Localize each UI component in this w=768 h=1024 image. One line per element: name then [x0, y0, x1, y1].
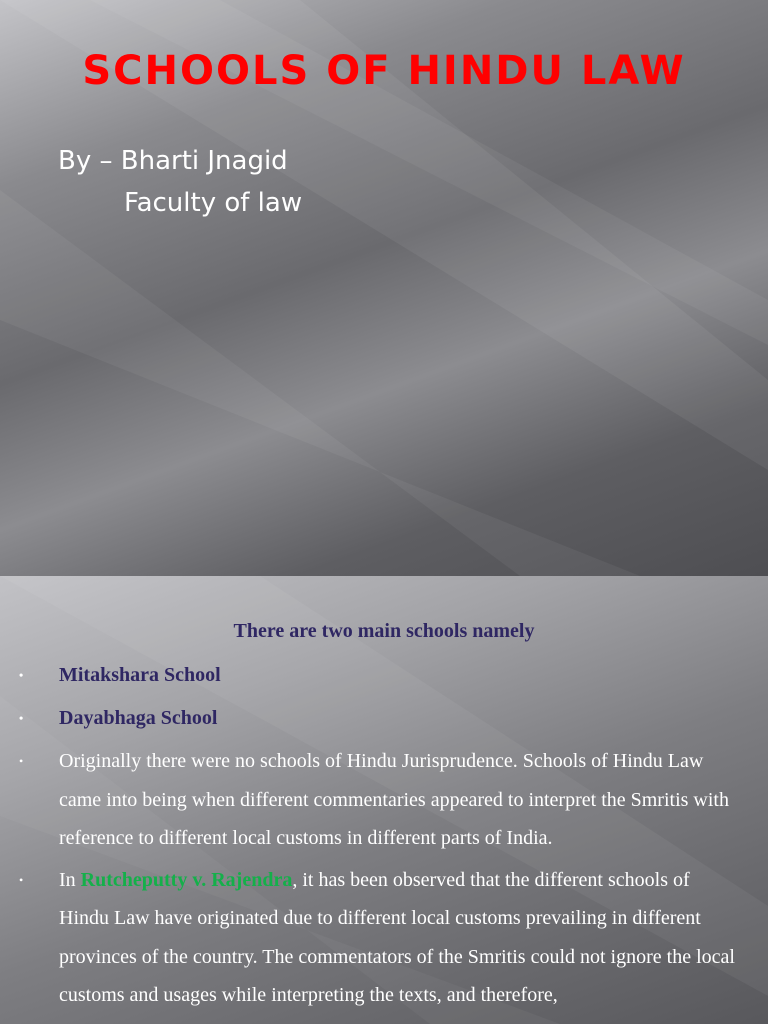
list-item-dayabhaga: [0, 699, 768, 737]
case-name: Rutcheputty v. Rajendra: [80, 868, 293, 891]
list-item-origin: [0, 742, 768, 858]
bullet-icon: •: [19, 668, 24, 682]
bullet-text: Originally there were no schools of Hindu Jurisprudence. Schools of Hindu Law came into being when different commentaries appeared to interpret the Smritis with reference to different local customs in different parts of India.: [59, 750, 729, 849]
list-item-case: [0, 861, 768, 1015]
bullet-icon: •: [19, 711, 24, 725]
case-text: , it has been observed that the different schools of Hindu Law have originated due to different local customs prevailing in different provinces of the country. The commentators of the Smritis could not ignore the local customs and usages while interpreting the texts, and therefore,: [59, 868, 735, 1006]
faculty-line: Faculty of law: [124, 188, 303, 218]
bullet-list: [0, 656, 768, 1018]
author-line: By – Bharti Jnagid: [58, 146, 288, 176]
bullet-icon: •: [19, 872, 24, 887]
presentation-title: SCHOOLS OF HINDU LAW: [82, 48, 686, 94]
case-prefix: In: [59, 868, 81, 891]
bullet-text: Mitakshara School: [59, 664, 221, 686]
list-item-mitakshara: [0, 656, 768, 694]
bullet-text: Dayabhaga School: [59, 707, 218, 729]
bullet-icon: •: [19, 754, 24, 768]
author-block: [58, 140, 302, 224]
slide-heading: There are two main schools namely: [233, 620, 535, 642]
